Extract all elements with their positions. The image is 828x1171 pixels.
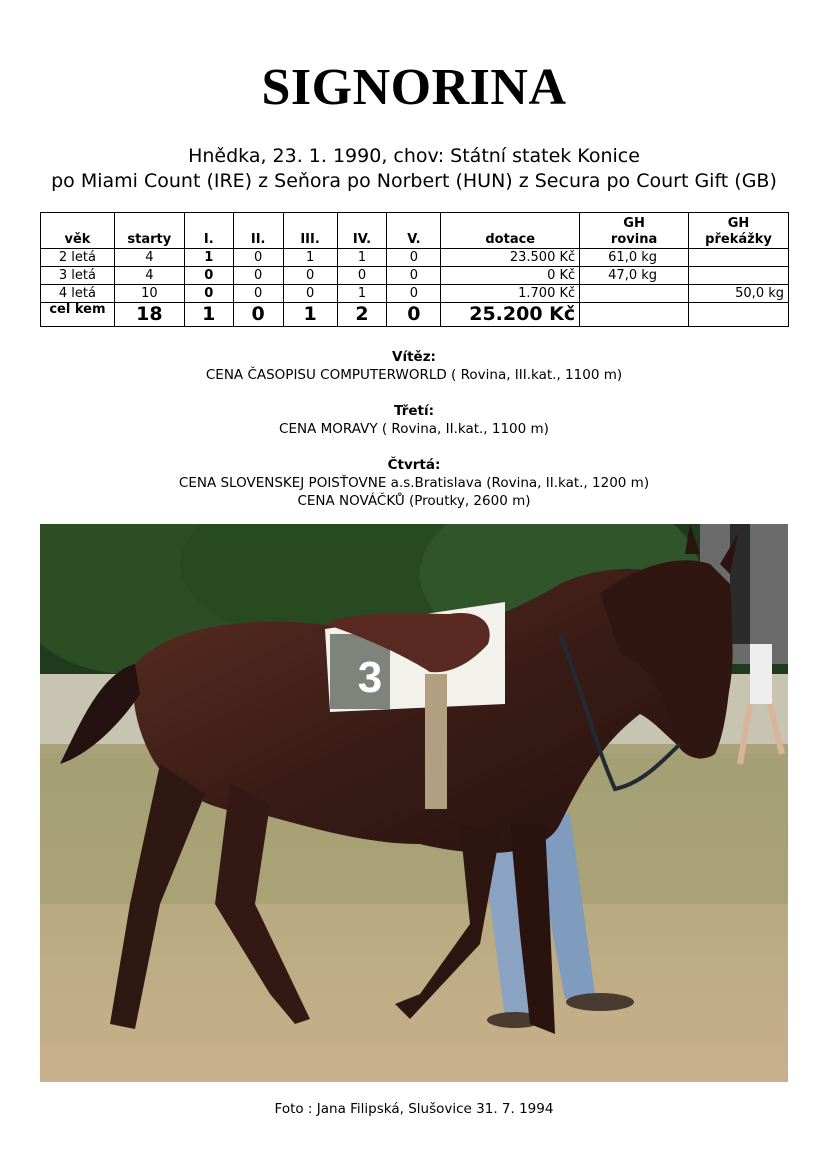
- header-fourth: IV.: [337, 213, 387, 249]
- cell-fourth: 1: [337, 249, 387, 267]
- cell-third: 0: [283, 285, 337, 303]
- cell-prize-money: 23.500 Kč: [441, 249, 580, 267]
- total-fourth: 2: [337, 303, 387, 327]
- cell-first: 0: [184, 267, 233, 285]
- cell-gh-flat: [580, 285, 689, 303]
- total-fifth: 0: [387, 303, 441, 327]
- header-prize-money: dotace: [441, 213, 580, 249]
- cell-gh-jumps: [689, 249, 789, 267]
- header-fifth: V.: [387, 213, 441, 249]
- header-third: III.: [283, 213, 337, 249]
- horse-description: Hnědka, 23. 1. 1990, chov: Státní statek Konice: [188, 145, 640, 167]
- header-gh-jumps: GH překážky: [689, 213, 789, 249]
- cell-third: 0: [283, 267, 337, 285]
- third-heading: Třetí:: [393, 403, 435, 419]
- total-prize-money: 25.200 Kč: [441, 303, 580, 327]
- cell-starts: 4: [114, 267, 184, 285]
- third-race: CENA MORAVY ( Rovina, II.kat., 1100 m): [279, 421, 549, 437]
- cell-prize-money: 0 Kč: [441, 267, 580, 285]
- cell-second: 0: [233, 249, 283, 267]
- cell-prize-money: 1.700 Kč: [441, 285, 580, 303]
- cell-first: 0: [184, 285, 233, 303]
- cell-fourth: 1: [337, 285, 387, 303]
- race-results: [0, 348, 828, 510]
- table-row: [41, 285, 789, 303]
- total-second: 0: [233, 303, 283, 327]
- cell-fifth: 0: [387, 267, 441, 285]
- total-gh-jumps: [689, 303, 789, 327]
- cell-fifth: 0: [387, 249, 441, 267]
- cell-third: 1: [283, 249, 337, 267]
- total-third: 1: [283, 303, 337, 327]
- horse-pedigree: po Miami Count (IRE) z Seňora po Norbert (HUN) z Secura po Court Gift (GB): [51, 170, 777, 192]
- photo-caption: Foto : Jana Filipská, Slušovice 31. 7. 1994: [274, 1101, 554, 1117]
- cell-starts: 4: [114, 249, 184, 267]
- cell-gh-jumps: 50,0 kg: [689, 285, 789, 303]
- cell-first: 1: [184, 249, 233, 267]
- cell-second: 0: [233, 267, 283, 285]
- total-label: cel kem: [41, 303, 115, 327]
- total-gh-flat: [580, 303, 689, 327]
- horse-photo: [40, 524, 788, 1082]
- header-first: I.: [184, 213, 233, 249]
- total-first: 1: [184, 303, 233, 327]
- saddle-cloth-number: 3: [357, 653, 383, 702]
- cell-second: 0: [233, 285, 283, 303]
- fourth-race-1: CENA SLOVENSKEJ POISŤOVNE a.s.Bratislava (Rovina, II.kat., 1200 m): [178, 475, 650, 491]
- cell-fifth: 0: [387, 285, 441, 303]
- total-starts: 18: [114, 303, 184, 327]
- cell-gh-jumps: [689, 267, 789, 285]
- table-total-row: [41, 303, 789, 327]
- cell-age: 4 letá: [41, 285, 115, 303]
- cell-starts: 10: [114, 285, 184, 303]
- winner-race: CENA ČASOPISU COMPUTERWORLD ( Rovina, III.kat., 1100 m): [205, 367, 623, 383]
- table-row: [41, 267, 789, 285]
- header-age: věk: [41, 213, 115, 249]
- table-row: [41, 249, 789, 267]
- winner-heading: Vítěz:: [392, 349, 436, 365]
- table-header-row: [41, 213, 789, 249]
- cell-gh-flat: 47,0 kg: [580, 267, 689, 285]
- header-starts: starty: [114, 213, 184, 249]
- cell-age: 3 letá: [41, 267, 115, 285]
- cell-age: 2 letá: [41, 249, 115, 267]
- fourth-heading: Čtvrtá:: [387, 457, 441, 473]
- cell-fourth: 0: [337, 267, 387, 285]
- header-second: II.: [233, 213, 283, 249]
- race-statistics-table: [40, 212, 789, 327]
- horse-name-title: SIGNORINA: [261, 59, 567, 116]
- header-gh-flat: GH rovina: [580, 213, 689, 249]
- cell-gh-flat: 61,0 kg: [580, 249, 689, 267]
- fourth-race-2: CENA NOVÁČKŮ (Proutky, 2600 m): [297, 493, 531, 509]
